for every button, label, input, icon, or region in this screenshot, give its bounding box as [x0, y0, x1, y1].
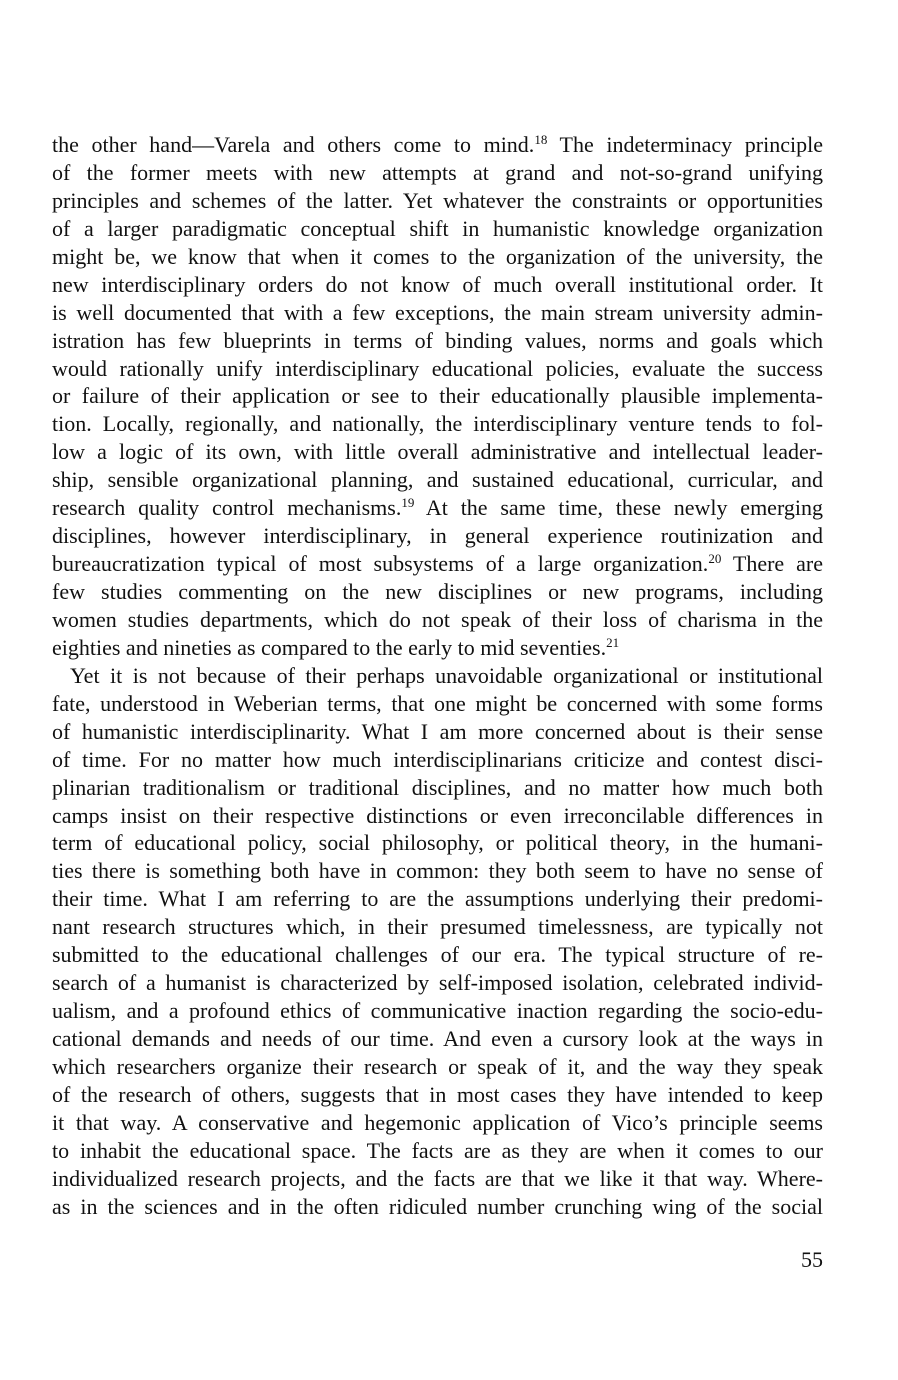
text-line [52, 913, 823, 941]
text-line [52, 550, 823, 578]
text-segment: camps insist on their respective distinctions or even irreconcilable differences in [52, 802, 823, 828]
text-line [52, 718, 823, 746]
text-line [52, 271, 823, 299]
text-line [52, 1053, 823, 1081]
text-line [52, 438, 823, 466]
text-segment: istration has few blueprints in terms of binding values, norms and goals which [52, 327, 823, 353]
text-segment: research quality control mechanisms. [52, 495, 402, 521]
footnote-marker: 18 [534, 132, 548, 147]
text-segment: Yet it is not because of their perhaps unavoidable organizational or institutional [70, 662, 823, 688]
footnote-marker: 20 [708, 551, 722, 567]
text-segment: of the research of others, suggests that in most cases they have intended to keep [52, 1081, 823, 1107]
text-segment: The indeterminacy principle [547, 132, 823, 157]
text-line [52, 857, 823, 885]
text-segment: disciplines, however interdisciplinary, in general experience routinization and [52, 523, 823, 549]
text-segment: At the same time, these newly emerging [414, 495, 823, 521]
text-segment: of the former meets with new attempts at grand and not-so-grand unifying [52, 159, 823, 185]
text-line [52, 969, 823, 997]
text-line [52, 187, 823, 215]
text-line [52, 243, 823, 271]
text-line [52, 466, 823, 494]
text-line [52, 131, 823, 159]
text-segment: search of a humanist is characterized by self-imposed isolation, celebrated individ- [52, 970, 823, 996]
text-segment: tion. Locally, regionally, and nationally, the interdisciplinary venture tends to fol- [52, 411, 823, 437]
text-segment: principles and schemes of the latter. Yet whatever the constraints or opportunities [52, 187, 823, 213]
text-segment: ualism, and a profound ethics of communicative inaction regarding the socio-edu- [52, 998, 823, 1024]
text-segment: of time. For no matter how much interdisciplinarians criticize and contest disci- [52, 746, 823, 772]
body-text [52, 131, 823, 1221]
text-segment: is well documented that with a few exceptions, the main stream university admin- [52, 299, 823, 325]
footnote-marker: 19 [401, 495, 415, 511]
text-segment: bureaucratization typical of most subsystems of a large organization. [52, 551, 709, 577]
text-line [52, 299, 823, 327]
text-segment: their time. What I am referring to are the assumptions underlying their predomi- [52, 886, 823, 912]
text-segment: low a logic of its own, with little overall administrative and intellectual leader- [52, 439, 823, 465]
footnote-marker: 21 [606, 634, 620, 650]
text-line [52, 941, 823, 969]
text-line [52, 802, 823, 830]
text-line [52, 774, 823, 802]
text-line [52, 410, 823, 438]
text-segment: There are [721, 551, 823, 577]
text-line [52, 494, 823, 522]
text-segment: individualized research projects, and the facts are that we like it that way. Where- [52, 1165, 823, 1191]
text-segment: few studies commenting on the new disciplines or new programs, including [52, 579, 823, 604]
text-segment: the other hand—Varela and others come to mind. [52, 132, 535, 157]
text-line [52, 522, 823, 550]
text-segment: as in the sciences and in the often ridiculed number crunching wing of the social [52, 1193, 823, 1219]
text-line [52, 1081, 823, 1109]
text-segment: of humanistic interdisciplinarity. What I am more concerned about is their sense [52, 718, 823, 744]
text-segment: fate, understood in Weberian terms, that one might be concerned with some forms [52, 690, 823, 716]
text-line [52, 1193, 823, 1221]
text-segment: of a larger paradigmatic conceptual shift in humanistic knowledge organization [52, 215, 823, 241]
text-line [52, 606, 823, 634]
text-segment: would rationally unify interdisciplinary educational policies, evaluate the success [52, 355, 823, 381]
text-segment: nant research structures which, in their presumed timelessness, are typically not [52, 914, 823, 940]
text-line [52, 1109, 823, 1137]
text-line [52, 382, 823, 410]
text-line [52, 1025, 823, 1053]
text-line [52, 1137, 823, 1165]
text-line [52, 662, 823, 690]
text-segment: new interdisciplinary orders do not know of much overall institutional order. It [52, 271, 823, 297]
text-line [52, 578, 823, 606]
text-line [52, 215, 823, 243]
text-line [52, 746, 823, 774]
text-segment: cational demands and needs of our time. And even a cursory look at the ways in [52, 1026, 823, 1051]
text-line [52, 159, 823, 187]
text-segment: term of educational policy, social philosophy, or political theory, in the humani- [52, 830, 823, 856]
text-segment: ship, sensible organizational planning, and sustained educational, curricular, and [52, 467, 823, 493]
text-segment: or failure of their application or see to their educationally plausible implementa- [52, 383, 823, 409]
text-segment: women studies departments, which do not speak of their loss of charisma in the [52, 606, 823, 632]
text-segment: might be, we know that when it comes to the organization of the university, the [52, 243, 823, 269]
text-segment: to inhabit the educational space. The facts are as they are when it comes to our [52, 1137, 823, 1163]
text-line [52, 690, 823, 718]
text-line [52, 355, 823, 383]
text-line [52, 829, 823, 857]
text-line [52, 327, 823, 355]
text-segment: submitted to the educational challenges of our era. The typical structure of re- [52, 942, 823, 968]
text-line [52, 885, 823, 913]
text-segment: eighties and nineties as compared to the early to mid seventies. [52, 634, 607, 660]
text-line [52, 1165, 823, 1193]
text-segment: plinarian traditionalism or traditional disciplines, and no matter how much both [52, 774, 823, 800]
text-line [52, 997, 823, 1025]
text-segment: which researchers organize their research or speak of it, and the way they speak [52, 1053, 823, 1079]
text-line [52, 634, 823, 662]
page-number: 55 [801, 1247, 823, 1272]
text-segment: it that way. A conservative and hegemonic application of Vico’s principle seems [52, 1109, 823, 1135]
text-segment: ties there is something both have in common: they both seem to have no sense of [52, 858, 823, 884]
